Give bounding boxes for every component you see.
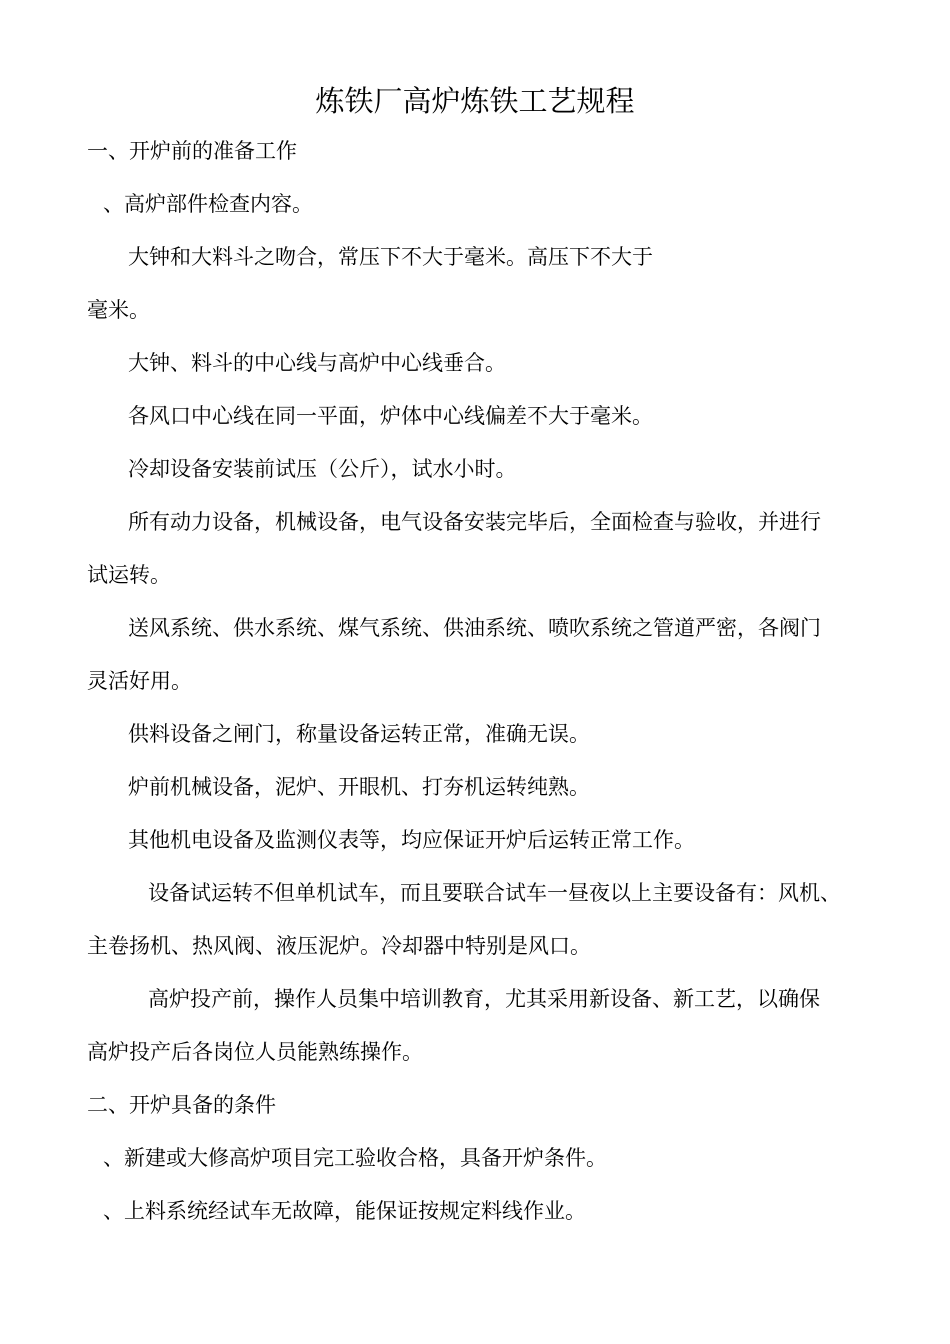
section-heading-1: 一、开炉前的准备工作 [87,139,297,163]
paragraph-line: 所有动力设备，机械设备，电气设备安装完毕后，全面检查与验收，并进行 [128,510,821,534]
paragraph-line: 大钟、料斗的中心线与高炉中心线垂合。 [128,351,506,375]
paragraph-line: 其他机电设备及监测仪表等，均应保证开炉后运转正常工作。 [128,828,695,852]
paragraph-line: 灵活好用。 [87,669,192,693]
paragraph-line: 设备试运转不但单机试车，而且要联合试车一昼夜以上主要设备有：风机、 [148,881,841,905]
paragraph-line: 高炉投产前，操作人员集中培训教育，尤其采用新设备、新工艺，以确保 [148,987,820,1011]
paragraph-line: 高炉投产后各岗位人员能熟练操作。 [87,1040,423,1064]
paragraph-line: 炉前机械设备，泥炉、开眼机、打夯机运转纯熟。 [128,775,590,799]
document-title: 炼铁厂高炉炼铁工艺规程 [315,84,635,118]
paragraph-line: 送风系统、供水系统、煤气系统、供油系统、喷吹系统之管道严密，各阀门 [128,616,821,640]
subsection-heading: 、高炉部件检查内容。 [103,192,313,216]
paragraph-line: 毫米。 [87,298,150,322]
paragraph-line: 试运转。 [87,563,171,587]
paragraph-line: 各风口中心线在同一平面，炉体中心线偏差不大于毫米。 [128,404,653,428]
paragraph-line: 冷却设备安装前试压（公斤），试水小时。 [128,457,517,481]
list-item: 、上料系统经试车无故障，能保证按规定料线作业。 [103,1199,586,1223]
section-heading-2: 二、开炉具备的条件 [87,1093,276,1117]
list-item: 、新建或大修高炉项目完工验收合格，具备开炉条件。 [103,1146,607,1170]
paragraph-line: 大钟和大料斗之吻合，常压下不大于毫米。高压下不大于 [128,245,653,269]
paragraph-line: 主卷扬机、热风阀、液压泥炉。冷却器中特别是风口。 [87,934,591,958]
paragraph-line: 供料设备之闸门，称量设备运转正常，准确无误。 [128,722,590,746]
